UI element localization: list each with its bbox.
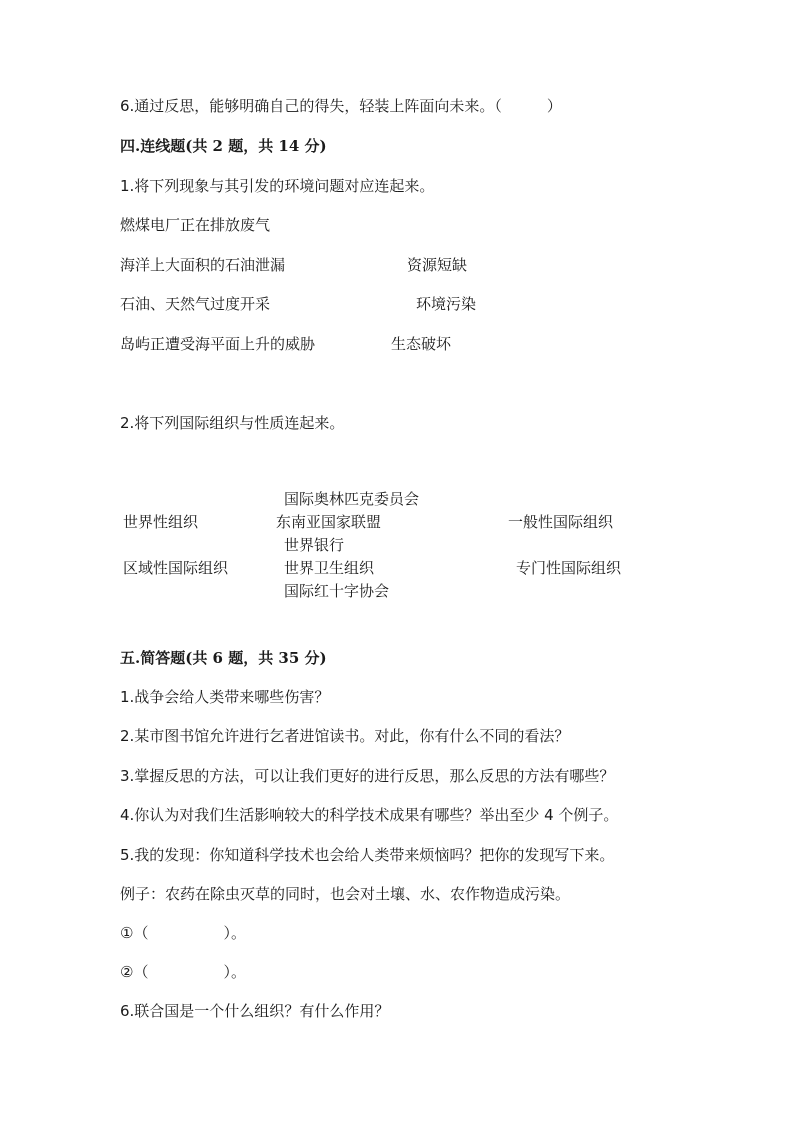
example-text: 例子：农药在除虫灭草的同时，也会对土壤、水、农作物造成污染。 [120,885,571,903]
q1-left-item: 岛屿正遭受海平面上升的威胁 [120,335,316,353]
q2-middle-item: 国际红十字协会 [284,582,390,600]
section-4-title: 四.连线题(共 2 题，共 14 分) [120,137,327,155]
section-5-title: 五.简答题(共 6 题，共 35 分) [120,649,327,667]
matching-q2-prompt: 2.将下列国际组织与性质连起来。 [120,414,345,432]
answer-blank-2: ②（ ）。 [120,963,246,981]
q2-middle-item: 世界卫生组织 [284,559,375,577]
judge-question-6: 6.通过反思，能够明确自己的得失，轻装上阵面向未来。（ ） [120,97,562,115]
q2-middle-item: 世界银行 [284,536,345,554]
short-answer-question: 5.我的发现：你知道科学技术也会给人类带来烦恼吗？把你的发现写下来。 [120,846,615,864]
matching-q1-prompt: 1.将下列现象与其引发的环境问题对应连起来。 [120,177,435,195]
q2-left-item: 世界性组织 [123,513,199,531]
q1-left-item: 燃煤电厂正在排放废气 [120,216,271,234]
q2-right-item: 专门性国际组织 [516,559,622,577]
short-answer-question: 4.你认为对我们生活影响较大的科学技术成果有哪些？举出至少 4 个例子。 [120,806,619,824]
q2-right-item: 一般性国际组织 [508,513,614,531]
q1-right-item: 环境污染 [416,295,477,313]
short-answer-question: 2.某市图书馆允许进行乞者进馆读书。对此，你有什么不同的看法？ [120,727,570,745]
q2-left-item: 区域性国际组织 [123,559,229,577]
q2-middle-item: 国际奥林匹克委员会 [284,490,420,508]
q1-left-item: 海洋上大面积的石油泄漏 [120,256,286,274]
q1-left-item: 石油、天然气过度开采 [120,295,271,313]
q2-middle-item: 东南亚国家联盟 [276,513,382,531]
answer-blank-1: ①（ ）。 [120,924,246,942]
q1-right-item: 生态破坏 [391,335,452,353]
q1-right-item: 资源短缺 [407,256,468,274]
short-answer-question: 6.联合国是一个什么组织？有什么作用？ [120,1002,390,1020]
short-answer-question: 3.掌握反思的方法，可以让我们更好的进行反思，那么反思的方法有哪些？ [120,767,615,785]
short-answer-question: 1.战争会给人类带来哪些伤害？ [120,688,330,706]
